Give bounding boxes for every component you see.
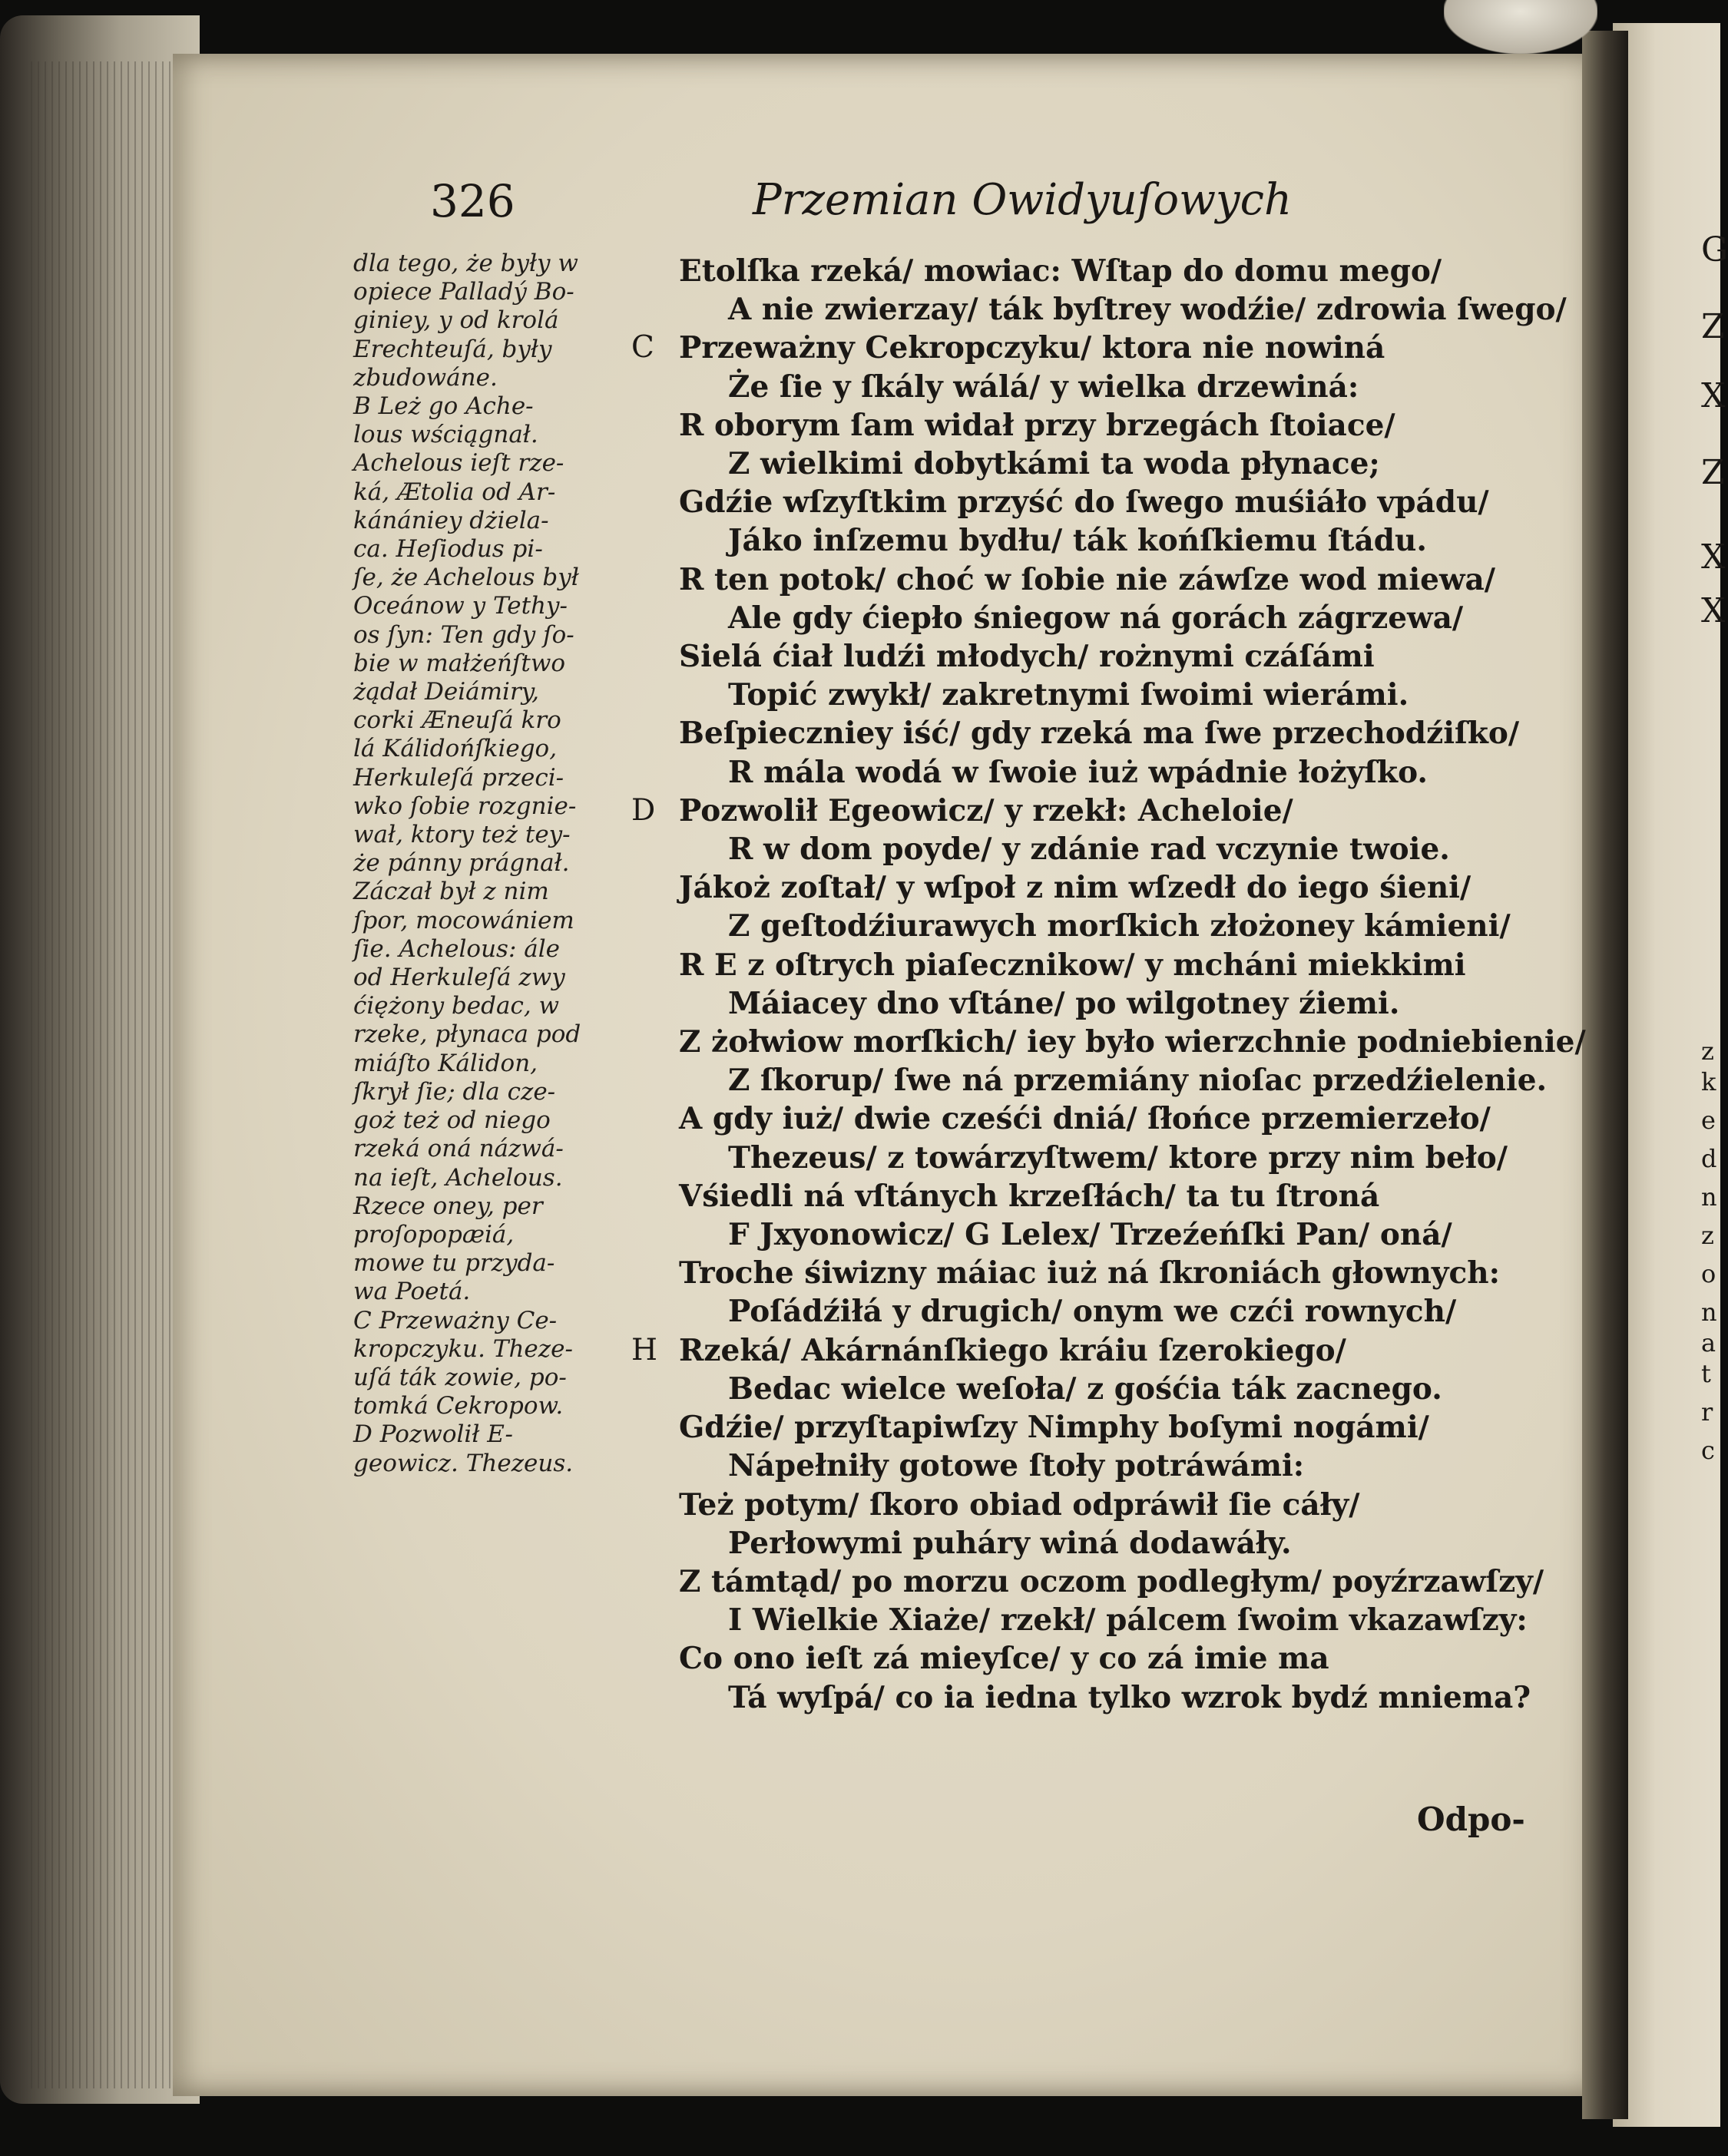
verse-line [631, 946, 1553, 984]
verse-text-line: Vśiedli ná vſtánych krzeſłách/ ta tu ſtroná [679, 1178, 1380, 1214]
verse-text-line: Też potym/ ſkoro obiad odpráwił ſie cáły/ [679, 1486, 1360, 1523]
gloss-line: ſie. Achelous: ále [353, 934, 560, 963]
gloss-line: uſá ták zowie, po- [353, 1363, 567, 1391]
note-marker: H [631, 1332, 658, 1367]
gloss-line: dla tego, że były w [353, 250, 578, 277]
verse-text-line: Etolſka rzeká/ mowiac: Wſtap do domu mego/ [679, 253, 1442, 289]
verse-line [631, 792, 1553, 830]
note-marker [631, 1177, 679, 1215]
verse-line [631, 1061, 1553, 1099]
facing-fragment: o [1701, 1259, 1716, 1288]
gloss-line: kropczyku. Theze- [353, 1334, 573, 1363]
facing-fragment: c [1701, 1436, 1715, 1465]
facing-fragment: n [1701, 1182, 1717, 1212]
verse-text-line: Że ſie y ſkály wálá/ y wielka drzewiná: [728, 369, 1359, 405]
gloss-line: Oceánow y Tethy- [353, 592, 568, 620]
verse-text-line: Jákoż zoſtał/ y wſpoł z nim wſzedł do iego śieni/ [679, 870, 1471, 906]
verse-text-line: R ten potok/ choć w ſobie nie záwſze wod miewa/ [679, 561, 1496, 597]
verse-line [631, 1139, 1553, 1177]
verse-line [631, 1023, 1586, 1061]
verse-text-line: Ale gdy ćiepło śniegow ná gorách zágrzewa/ [728, 600, 1464, 636]
verse-text-line: I Wielkie Xiaże/ rzekł/ pálcem ſwoim vkazawſzy: [728, 1602, 1528, 1638]
facing-fragment: G [1701, 230, 1728, 270]
verse-text-line: Sielá ćiał ludźi młodych/ rożnymi czáſámi [679, 639, 1375, 675]
note-marker [631, 1524, 728, 1562]
running-head [430, 175, 1544, 244]
facing-fragment: z [1701, 1037, 1714, 1066]
verse-text-line: Z żołwiow morſkich/ iey było wierzchnie podniebienie/ [679, 1024, 1586, 1060]
verse-line [631, 1486, 1553, 1524]
note-marker [631, 1601, 728, 1639]
note-marker [631, 714, 679, 752]
note-marker [631, 290, 728, 329]
facing-fragment: Z [1701, 307, 1725, 346]
verse-line [631, 868, 1553, 907]
verse-line [631, 637, 1553, 676]
verse-line [631, 1292, 1553, 1331]
gloss-line: wał, ktory też tey- [353, 821, 571, 849]
note-marker [631, 445, 728, 483]
note-marker [631, 1447, 728, 1485]
gloss-line: corki Æneuſá kro [353, 706, 561, 735]
verse-text-line: Perłowymi puháry winá dodawáły. [728, 1525, 1292, 1561]
facing-fragment: k [1701, 1067, 1716, 1096]
gloss-line: proſopopæiá, [353, 1220, 515, 1248]
note-marker [631, 676, 728, 714]
running-title: Przemian Owidyuſowych [753, 175, 1293, 225]
verse-text-line: Z geſtodźiurawych morſkich złożoney kámieni/ [728, 908, 1511, 944]
verse-line [631, 1099, 1553, 1138]
note-marker [631, 753, 728, 792]
verse-line [631, 406, 1553, 445]
note-marker [631, 1215, 728, 1254]
verse-line [631, 1370, 1553, 1408]
verse-line [631, 1639, 1553, 1678]
gloss-line: ćiężony bedac, w [353, 992, 560, 1020]
facing-fragment: e [1701, 1106, 1716, 1135]
verse-line [631, 1215, 1553, 1254]
note-marker [631, 1562, 679, 1601]
verse-line [631, 984, 1553, 1023]
verse-text-line: Tá wyſpá/ co ia iedna tylko wzrok bydź mniema? [728, 1679, 1531, 1715]
verse-line [631, 1254, 1553, 1292]
note-marker [631, 868, 679, 907]
gloss-line: lá Kálidońſkiego, [353, 735, 558, 763]
verse-text-line: A gdy iuż/ dwie cześći dniá/ ſłońce przemierzeło/ [679, 1101, 1491, 1137]
gloss-line: opiece Palladý Bo- [353, 278, 574, 306]
catchword: Odpo- [1417, 1801, 1525, 1838]
gloss-line: bie w małżeńſtwo [353, 649, 566, 677]
note-marker [631, 1023, 679, 1061]
verse-text-line: Jáko inſzemu bydłu/ ták końſkiemu ſtádu. [728, 523, 1427, 559]
facing-fragment: Z [1701, 453, 1725, 492]
verse-line [631, 445, 1553, 483]
verse-text-line: Bedac wielce weſoła/ z gośćia ták zacnego. [728, 1371, 1442, 1407]
note-marker [631, 1370, 728, 1408]
gloss-line: giniey, y od krolá [353, 306, 559, 335]
gloss-line: na ieſt, Achelous. [353, 1163, 563, 1192]
facing-fragment: a [1701, 1328, 1716, 1357]
gloss-line: geowicz. Thezeus. [353, 1449, 574, 1477]
note-marker [631, 1678, 728, 1717]
verse-line [631, 714, 1553, 752]
verse-text-line: Máiacey dno vſtáne/ po wilgotney źiemi. [728, 985, 1400, 1021]
gloss-line: ká, Ætolia od Ar- [353, 478, 556, 506]
note-marker [631, 946, 679, 984]
gloss-line: rzeká oná názwá- [353, 1135, 564, 1163]
gutter [1582, 31, 1628, 2119]
gloss-line: wa Poetá. [353, 1278, 471, 1306]
verse-line [631, 252, 1553, 290]
verse-text-line: Z támtąd/ po morzu oczom podległym/ poyźrzawſzy/ [679, 1563, 1544, 1599]
gloss-line: ca. Heſiodus pi- [353, 535, 543, 564]
gloss-line: zbudowáne. [353, 363, 498, 392]
verse-line [631, 1601, 1553, 1639]
book-edge [0, 15, 200, 2104]
note-marker: D [631, 792, 656, 828]
verse-line [631, 599, 1553, 637]
gloss-line: D Pozwolił E- [353, 1420, 513, 1449]
gloss-line: miáſto Kálidon, [353, 1049, 538, 1077]
note-marker [631, 483, 679, 521]
note-marker [631, 1061, 728, 1099]
note-marker [631, 1254, 679, 1292]
verse-line [631, 1177, 1553, 1215]
facing-fragment: t [1701, 1359, 1711, 1388]
gloss-line: Erechteuſá, były [353, 335, 552, 363]
verse-text-line: Co ono ieſt zá mieyſce/ y co zá imie ma [679, 1641, 1329, 1677]
verse-line [631, 676, 1553, 714]
note-marker [631, 521, 728, 560]
gloss-line: ſpor, mocowániem [353, 906, 574, 934]
verse-text-line: Troche śiwizny máiac iuż ná ſkroniách głownych: [679, 1255, 1501, 1291]
verse-line [631, 1524, 1553, 1562]
note-marker [631, 1408, 679, 1447]
page-edges [31, 61, 184, 2088]
verse-text [631, 252, 1586, 1717]
gloss-line: że pánny prágnał. [353, 849, 570, 878]
gloss-line: żądał Deiámiry, [353, 678, 540, 706]
verse-line [631, 1678, 1553, 1717]
verse-line [631, 1447, 1553, 1485]
facing-fragment: X [1701, 537, 1726, 577]
verse-line [631, 753, 1553, 792]
verse-text-line: R E z oſtrych piaſecznikow/ y mcháni miekkimi [679, 947, 1466, 983]
verse-line [631, 1562, 1553, 1601]
note-marker [631, 637, 679, 676]
gloss-line: tomká Cekropow. [353, 1392, 564, 1420]
note-marker [631, 1099, 679, 1138]
gloss-line: kánániey dżiela- [353, 506, 549, 534]
gloss-line: lous wściągnał. [353, 421, 538, 449]
gloss-line: mowe tu przyda- [353, 1249, 555, 1278]
verse-text-line: Z wielkimi dobytkámi ta woda płynace; [728, 446, 1380, 482]
verse-line [631, 368, 1553, 406]
facing-fragment: X [1701, 591, 1726, 630]
verse-text-line: Beſpieczniey iść/ gdy rzeká ma ſwe przechodźiſko/ [679, 716, 1520, 752]
gloss-line: ſkrył ſie; dla cze- [353, 1077, 556, 1106]
note-marker [631, 907, 728, 945]
verse-line [631, 830, 1553, 868]
marginal-gloss [353, 250, 630, 1478]
note-marker [631, 599, 728, 637]
note-marker [631, 560, 679, 599]
verse-text-line: Pozwolił Egeowicz/ y rzekł: Acheloie/ [679, 792, 1293, 828]
note-marker [631, 252, 679, 290]
gloss-line: B Leż go Ache- [353, 392, 534, 421]
verse-text-line: Z ſkorup/ ſwe ná przemiány nioſac przedźielenie. [728, 1063, 1548, 1099]
verse-text-line: R w dom poyde/ y zdánie rad vczynie twoie. [728, 832, 1450, 868]
note-marker [631, 830, 728, 868]
gloss-line: wko ſobie rozgnie- [353, 792, 577, 820]
verse-text-line: Poſádźiłá y drugich/ onym we czći rownych/ [728, 1294, 1457, 1330]
note-marker [631, 368, 728, 406]
page-number: 326 [430, 175, 515, 227]
verse-line [631, 1331, 1553, 1370]
facing-fragment: X [1701, 376, 1726, 415]
gloss-line: ſe, że Achelous był [353, 564, 579, 592]
gloss-line: C Przeważny Ce- [353, 1306, 558, 1334]
note-marker [631, 1639, 679, 1678]
verse-text-line: R mála wodá w ſwoie iuż wpádnie łożyſko. [728, 754, 1428, 790]
page-corner [1444, 0, 1597, 54]
gloss-line: Herkuleſá przeci- [353, 763, 564, 792]
verse-text-line: Gdźie wſzyſtkim przyść do ſwego muśiáło vpádu/ [679, 484, 1489, 521]
note-marker [631, 1139, 728, 1177]
verse-line [631, 521, 1553, 560]
note-marker [631, 1486, 679, 1524]
verse-text-line: Topić zwykł/ zakretnymi ſwoimi wierámi. [728, 677, 1409, 713]
verse-text-line: F Jxyonowicz/ G Lelex/ Trzeźeńſki Pan/ oná/ [728, 1217, 1452, 1253]
verse-text-line: A nie zwierzay/ ták byſtrey wodźie/ zdrowia ſwego/ [728, 292, 1567, 328]
gloss-line: Achelous ieſt rze- [353, 449, 564, 478]
gloss-line: Záczał był z nim [353, 878, 549, 906]
gloss-line: goż też od niego [353, 1106, 551, 1135]
verse-text-line: Przeważny Cekropczyku/ ktora nie nowiná [679, 330, 1385, 366]
verse-text-line: Thezeus/ z towárzyſtwem/ ktore przy nim beło/ [728, 1139, 1508, 1176]
facing-fragment: d [1701, 1144, 1717, 1173]
verse-line [631, 907, 1553, 945]
verse-line [631, 1408, 1553, 1447]
verse-line [631, 560, 1553, 599]
verse-text-line: R oborym ſam widał przy brzegách ſtoiace/ [679, 407, 1395, 443]
facing-fragment: r [1701, 1397, 1713, 1427]
note-marker [631, 1292, 728, 1331]
gloss-line: Rzece oney, per [353, 1192, 543, 1220]
facing-fragment: n [1701, 1298, 1717, 1327]
note-marker [631, 406, 679, 445]
gloss-line: os ſyn: Ten gdy ſo- [353, 620, 574, 649]
gloss-line: rzeke, płynaca pod [353, 1020, 581, 1049]
verse-line [631, 483, 1553, 521]
note-marker [631, 984, 728, 1023]
note-marker: C [631, 330, 654, 365]
verse-text-line: Nápełniły gotowe ſtoły potráwámi: [728, 1448, 1305, 1484]
verse-line [631, 329, 1553, 367]
verse-text-line: Rzeká/ Akárnánſkiego kráiu ſzerokiego/ [679, 1332, 1346, 1368]
verse-line [631, 290, 1567, 329]
gloss-line: od Herkuleſá zwy [353, 964, 565, 992]
facing-fragment: z [1701, 1221, 1714, 1250]
verse-text-line: Gdźie/ przyſtapiwſzy Nimphy boſymi nogámi/ [679, 1410, 1429, 1446]
